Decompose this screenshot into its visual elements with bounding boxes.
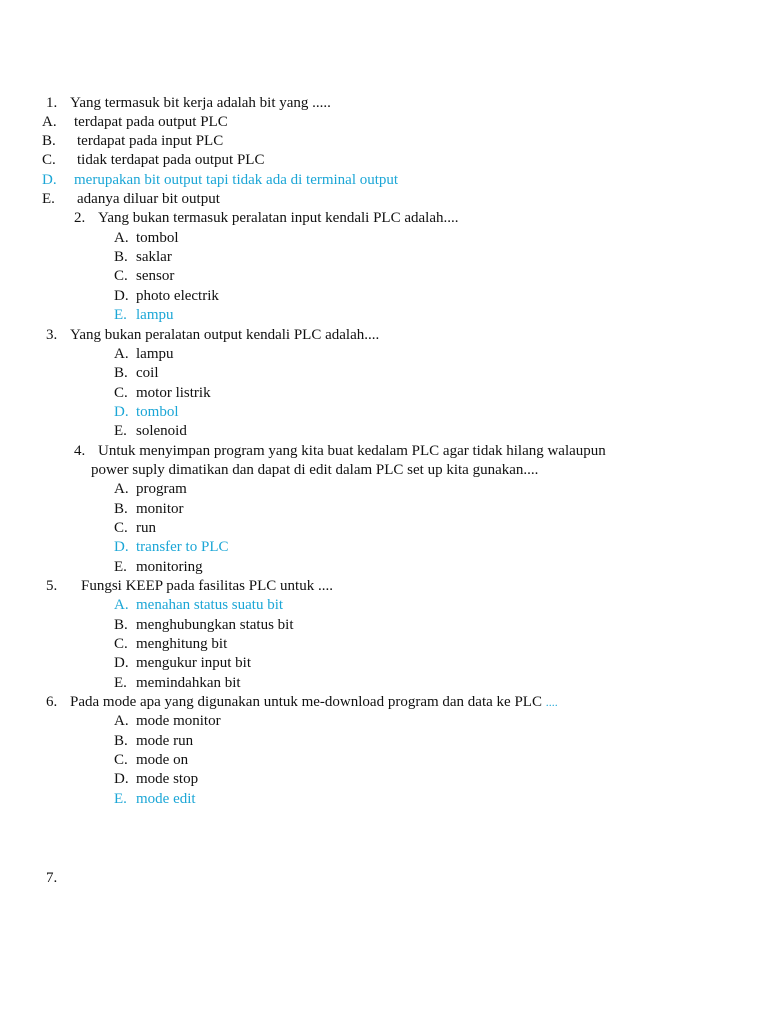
option-text: monitoring [136, 559, 203, 575]
option-text: photo electrik [136, 288, 219, 304]
option-letter: B. [114, 501, 128, 517]
option-letter: E. [114, 791, 127, 807]
option-text: mode run [136, 733, 194, 749]
option-letter: C. [114, 268, 128, 284]
option-text: solenoid [136, 423, 187, 439]
question-ellipsis: .... [545, 695, 558, 709]
option-text: mode monitor [136, 713, 221, 729]
option-text: tombol [136, 230, 179, 246]
question-text-main: Pada mode apa yang digunakan untuk me-download program dan data ke PLC [70, 694, 542, 710]
option-text: mengukur input bit [136, 655, 251, 671]
option-letter: A. [114, 597, 129, 613]
question-text [70, 693, 558, 712]
question-text-continued: power suply dimatikan dan dapat di edit dalam PLC set up kita gunakan.... [91, 462, 539, 478]
option-text: menghubungkan status bit [136, 617, 294, 633]
option-letter: D. [114, 539, 129, 555]
option-letter: E. [114, 423, 127, 439]
option-letter: C. [114, 385, 128, 401]
option-text: terdapat pada input PLC [77, 133, 224, 149]
option-text: program [136, 481, 187, 497]
option-text: motor listrik [136, 385, 211, 401]
question-number: 6. [46, 694, 58, 710]
question-text: Yang bukan peralatan output kendali PLC adalah.... [70, 327, 380, 343]
option-letter: C. [42, 152, 56, 168]
option-letter: B. [114, 249, 128, 265]
option-letter: E. [42, 191, 55, 207]
option-text: memindahkan bit [136, 675, 241, 691]
option-text: monitor [136, 501, 184, 517]
option-text: merupakan bit output tapi tidak ada di terminal output [74, 172, 399, 188]
option-text: lampu [136, 346, 174, 362]
option-text: mode edit [136, 791, 196, 807]
option-letter: B. [114, 617, 128, 633]
option-letter: A. [114, 346, 129, 362]
option-text: terdapat pada output PLC [74, 114, 228, 130]
option-text: tombol [136, 404, 179, 420]
option-letter: D. [114, 404, 129, 420]
option-letter: D. [114, 288, 129, 304]
question-text: Fungsi KEEP pada fasilitas PLC untuk .... [81, 578, 333, 594]
option-letter: E. [114, 559, 127, 575]
option-letter: E. [114, 675, 127, 691]
question-text: Yang bukan termasuk peralatan input kendali PLC adalah.... [98, 210, 459, 226]
option-text: adanya diluar bit output [77, 191, 220, 207]
option-text: run [136, 520, 156, 536]
question-number: 7. [46, 870, 58, 886]
question-number: 3. [46, 327, 58, 343]
option-text: transfer to PLC [136, 539, 229, 555]
option-letter: A. [42, 114, 57, 130]
option-letter: B. [42, 133, 56, 149]
option-letter: A. [114, 230, 129, 246]
option-letter: B. [114, 365, 128, 381]
option-text: tidak terdapat pada output PLC [77, 152, 265, 168]
option-letter: C. [114, 636, 128, 652]
option-letter: D. [114, 655, 129, 671]
option-text: coil [136, 365, 159, 381]
question-number: 1. [46, 95, 58, 111]
question-number: 2. [74, 210, 86, 226]
question-number: 5. [46, 578, 58, 594]
option-letter: D. [114, 771, 129, 787]
option-text: menghitung bit [136, 636, 228, 652]
question-number: 4. [74, 443, 86, 459]
question-text: Yang termasuk bit kerja adalah bit yang ..... [70, 95, 331, 111]
option-letter: D. [42, 172, 57, 188]
option-letter: A. [114, 713, 129, 729]
option-letter: C. [114, 752, 128, 768]
option-text: mode stop [136, 771, 199, 787]
option-text: saklar [136, 249, 172, 265]
option-letter: E. [114, 307, 127, 323]
option-letter: B. [114, 733, 128, 749]
question-text: Untuk menyimpan program yang kita buat kedalam PLC agar tidak hilang walaupun [98, 443, 606, 459]
option-text: mode on [136, 752, 189, 768]
option-text: lampu [136, 307, 174, 323]
option-text: menahan status suatu bit [136, 597, 284, 613]
option-letter: A. [114, 481, 129, 497]
option-text: sensor [136, 268, 175, 284]
option-letter: C. [114, 520, 128, 536]
